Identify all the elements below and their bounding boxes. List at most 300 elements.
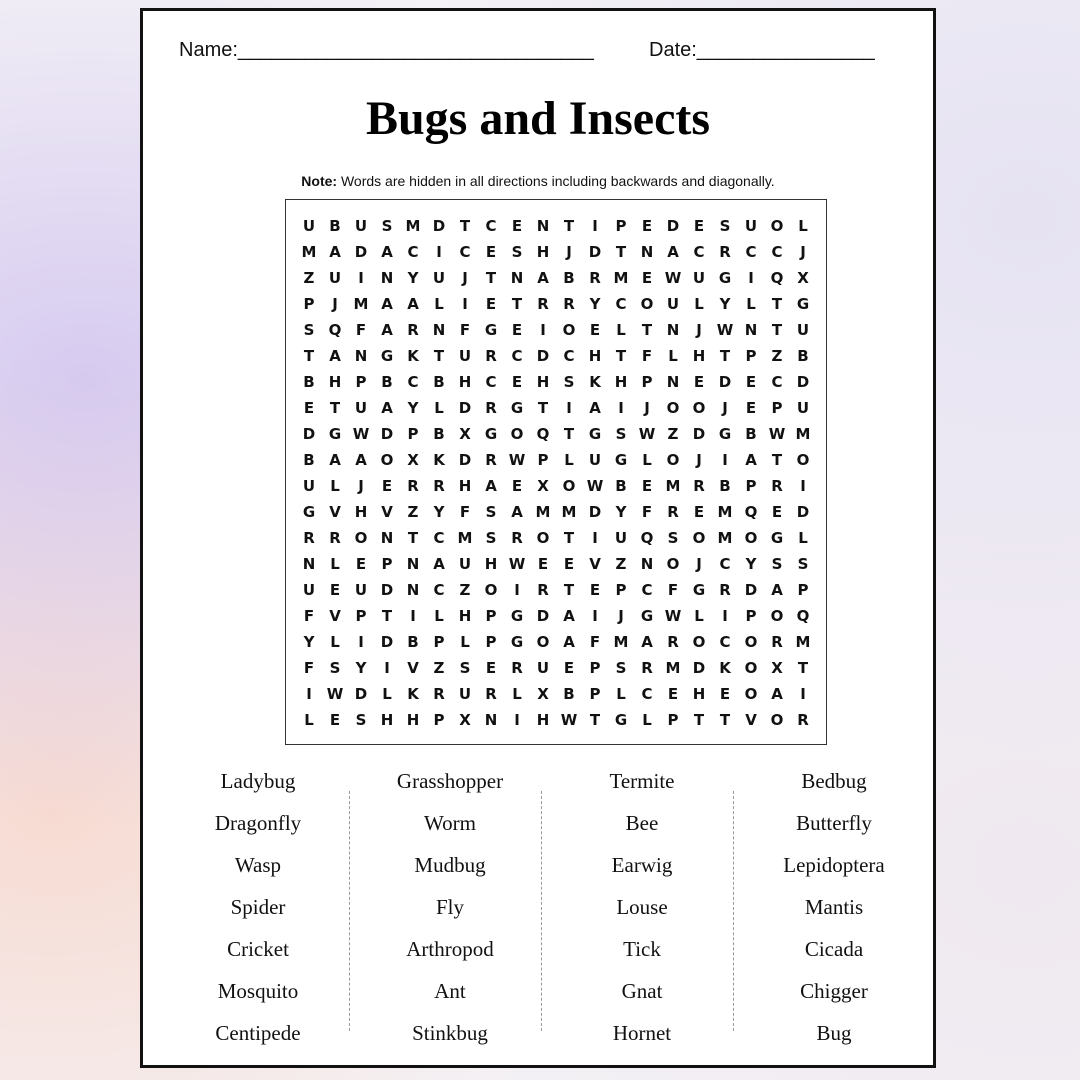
grid-letter[interactable]: T [771,321,783,339]
grid-letter[interactable]: X [537,685,549,703]
grid-letter[interactable]: U [354,581,368,599]
grid-letter[interactable]: T [771,451,783,469]
grid-letter[interactable]: O [666,399,680,417]
grid-letter[interactable]: D [744,581,758,599]
grid-letter[interactable]: P [641,373,653,391]
grid-letter[interactable]: E [485,295,497,313]
grid-letter[interactable]: D [588,243,602,261]
grid-letter[interactable]: I [800,477,806,495]
grid-letter[interactable]: C [485,217,497,235]
grid-letter[interactable]: E [485,659,497,677]
grid-letter[interactable]: O [380,451,394,469]
grid-letter[interactable]: N [380,529,394,547]
grid-letter[interactable]: H [536,243,550,261]
grid-letter[interactable]: Y [355,659,367,677]
grid-letter[interactable]: L [642,711,652,729]
grid-letter[interactable]: O [770,711,784,729]
grid-letter[interactable]: I [592,529,598,547]
grid-letter[interactable]: M [405,217,421,235]
grid-letter[interactable]: I [800,685,806,703]
grid-letter[interactable]: F [303,607,315,625]
grid-letter[interactable]: O [484,581,498,599]
grid-letter[interactable]: B [563,269,575,287]
grid-letter[interactable]: T [485,269,497,287]
grid-letter[interactable]: E [511,373,523,391]
grid-letter[interactable]: H [692,685,706,703]
grid-letter[interactable]: Z [407,503,419,521]
grid-letter[interactable]: H [614,373,628,391]
grid-letter[interactable]: R [407,321,419,339]
grid-letter[interactable]: J [332,295,338,313]
grid-letter[interactable]: E [641,477,653,495]
grid-letter[interactable]: W [326,685,344,703]
grid-letter[interactable]: O [692,633,706,651]
grid-letter[interactable]: S [615,659,627,677]
grid-letter[interactable]: H [406,711,420,729]
grid-letter[interactable]: R [719,581,731,599]
grid-letter[interactable]: G [510,633,524,651]
grid-letter[interactable]: J [800,243,806,261]
grid-letter[interactable]: S [303,321,315,339]
grid-letter[interactable]: D [380,425,394,443]
grid-letter[interactable]: M [353,295,369,313]
grid-letter[interactable]: R [667,503,679,521]
grid-letter[interactable]: F [459,503,471,521]
grid-letter[interactable]: U [744,217,758,235]
grid-letter[interactable]: Q [328,321,342,339]
grid-letter[interactable]: H [588,347,602,365]
grid-letter[interactable]: R [485,399,497,417]
grid-letter[interactable]: I [592,607,598,625]
grid-letter[interactable]: L [746,295,756,313]
grid-letter[interactable]: S [615,425,627,443]
grid-letter[interactable]: R [797,711,809,729]
grid-letter[interactable]: E [563,555,575,573]
grid-letter[interactable]: Y [745,555,757,573]
grid-letter[interactable]: E [641,217,653,235]
grid-letter[interactable]: Y [303,633,315,651]
grid-letter[interactable]: A [381,295,393,313]
grid-letter[interactable]: T [641,321,653,339]
grid-letter[interactable]: U [328,269,342,287]
grid-letter[interactable]: L [668,347,678,365]
grid-letter[interactable]: W [768,425,786,443]
grid-letter[interactable]: F [641,347,653,365]
grid-letter[interactable]: U [458,347,472,365]
grid-letter[interactable]: J [722,399,728,417]
grid-letter[interactable]: N [744,321,758,339]
grid-letter[interactable]: U [432,269,446,287]
grid-letter[interactable]: D [380,581,394,599]
grid-letter[interactable]: E [745,373,757,391]
grid-letter[interactable]: F [303,659,315,677]
grid-letter[interactable]: I [748,269,754,287]
grid-letter[interactable]: K [719,659,731,677]
grid-letter[interactable]: J [462,269,468,287]
grid-letter[interactable]: T [589,711,601,729]
grid-letter[interactable]: X [407,451,419,469]
grid-letter[interactable]: D [432,217,446,235]
grid-letter[interactable]: U [458,685,472,703]
grid-letter[interactable]: V [745,711,757,729]
grid-letter[interactable]: V [407,659,419,677]
grid-letter[interactable]: M [717,529,733,547]
grid-letter[interactable]: O [796,451,810,469]
grid-letter[interactable]: L [330,633,340,651]
grid-letter[interactable]: L [616,685,626,703]
grid-letter[interactable]: C [485,373,497,391]
grid-letter[interactable]: B [433,425,445,443]
grid-letter[interactable]: Y [615,503,627,521]
grid-letter[interactable]: M [795,633,811,651]
grid-letter[interactable]: R [667,633,679,651]
grid-letter[interactable]: E [303,399,315,417]
grid-letter[interactable]: J [696,555,702,573]
grid-letter[interactable]: A [433,555,445,573]
grid-letter[interactable]: V [329,607,341,625]
grid-letter[interactable]: O [640,295,654,313]
grid-letter[interactable]: T [511,295,523,313]
grid-letter[interactable]: O [666,555,680,573]
grid-letter[interactable]: A [589,399,601,417]
grid-letter[interactable]: P [355,607,367,625]
grid-letter[interactable]: O [536,529,550,547]
grid-letter[interactable]: O [744,685,758,703]
grid-letter[interactable]: N [302,555,316,573]
grid-letter[interactable]: F [355,321,367,339]
grid-letter[interactable]: Z [615,555,627,573]
grid-letter[interactable]: N [380,269,394,287]
grid-letter[interactable]: P [433,633,445,651]
grid-letter[interactable]: T [303,347,315,365]
grid-letter[interactable]: W [664,269,682,287]
grid-letter[interactable]: L [460,633,470,651]
grid-letter[interactable]: C [511,347,523,365]
grid-letter[interactable]: D [692,425,706,443]
grid-letter[interactable]: T [719,711,731,729]
grid-letter[interactable]: R [433,477,445,495]
grid-letter[interactable]: O [510,425,524,443]
grid-letter[interactable]: L [564,451,574,469]
grid-letter[interactable]: G [328,425,342,443]
grid-letter[interactable]: B [563,685,575,703]
grid-letter[interactable]: X [797,269,809,287]
grid-letter[interactable]: S [719,217,731,235]
grid-letter[interactable]: T [615,243,627,261]
grid-letter[interactable]: G [614,711,628,729]
grid-letter[interactable]: G [718,425,732,443]
grid-letter[interactable]: Y [407,269,419,287]
grid-letter[interactable]: M [457,529,473,547]
grid-letter[interactable]: N [510,269,524,287]
grid-letter[interactable]: G [484,321,498,339]
grid-letter[interactable]: A [381,321,393,339]
grid-letter[interactable]: Z [667,425,679,443]
grid-letter[interactable]: H [458,607,472,625]
grid-letter[interactable]: P [355,373,367,391]
grid-letter[interactable]: S [459,659,471,677]
grid-letter[interactable]: R [433,685,445,703]
grid-letter[interactable]: P [745,347,757,365]
grid-letter[interactable]: J [696,321,702,339]
grid-letter[interactable]: D [666,217,680,235]
grid-letter[interactable]: J [618,607,624,625]
grid-letter[interactable]: L [434,607,444,625]
grid-letter[interactable]: C [641,581,653,599]
grid-letter[interactable]: G [380,347,394,365]
grid-letter[interactable]: C [693,243,705,261]
grid-letter[interactable]: J [696,451,702,469]
grid-letter[interactable]: T [329,399,341,417]
grid-letter[interactable]: E [719,685,731,703]
grid-letter[interactable]: I [540,321,546,339]
grid-letter[interactable]: H [536,373,550,391]
grid-letter[interactable]: D [354,685,368,703]
grid-letter[interactable]: I [306,685,312,703]
grid-letter[interactable]: K [407,685,419,703]
grid-letter[interactable]: W [560,711,578,729]
grid-letter[interactable]: C [615,295,627,313]
grid-letter[interactable]: Q [796,607,810,625]
grid-letter[interactable]: P [667,711,679,729]
grid-letter[interactable]: U [302,217,316,235]
grid-letter[interactable]: R [693,477,705,495]
grid-letter[interactable]: I [384,659,390,677]
grid-letter[interactable]: W [352,425,370,443]
grid-letter[interactable]: E [771,503,783,521]
grid-letter[interactable]: A [771,581,783,599]
grid-letter[interactable]: C [407,243,419,261]
grid-letter[interactable]: E [537,555,549,573]
grid-letter[interactable]: V [381,503,393,521]
grid-letter[interactable]: T [563,581,575,599]
grid-letter[interactable]: I [358,633,364,651]
grid-letter[interactable]: H [692,347,706,365]
grid-letter[interactable]: R [485,685,497,703]
grid-letter[interactable]: U [796,399,810,417]
grid-letter[interactable]: P [615,217,627,235]
grid-letter[interactable]: X [771,659,783,677]
grid-letter[interactable]: N [640,243,654,261]
grid-letter[interactable]: S [355,711,367,729]
grid-letter[interactable]: L [694,295,704,313]
grid-letter[interactable]: S [485,529,497,547]
grid-letter[interactable]: A [563,633,575,651]
grid-letter[interactable]: L [798,217,808,235]
grid-letter[interactable]: O [770,607,784,625]
grid-letter[interactable]: T [563,217,575,235]
grid-letter[interactable]: G [770,529,784,547]
grid-letter[interactable]: P [381,555,393,573]
grid-letter[interactable]: J [358,477,364,495]
grid-letter[interactable]: O [666,451,680,469]
grid-letter[interactable]: G [796,295,810,313]
grid-letter[interactable]: P [589,685,601,703]
grid-letter[interactable]: R [329,529,341,547]
name-field[interactable]: Name:________________________________ [179,39,594,61]
grid-letter[interactable]: I [436,243,442,261]
grid-letter[interactable]: R [719,243,731,261]
grid-letter[interactable]: G [302,503,316,521]
grid-letter[interactable]: Z [433,659,445,677]
grid-letter[interactable]: O [770,217,784,235]
grid-letter[interactable]: I [514,711,520,729]
grid-letter[interactable]: M [561,503,577,521]
grid-letter[interactable]: C [719,633,731,651]
grid-letter[interactable]: T [615,347,627,365]
grid-letter[interactable]: O [562,321,576,339]
grid-letter[interactable]: E [355,555,367,573]
grid-letter[interactable]: T [563,425,575,443]
grid-letter[interactable]: N [666,373,680,391]
grid-letter[interactable]: B [745,425,757,443]
grid-letter[interactable]: L [304,711,314,729]
grid-letter[interactable]: N [666,321,680,339]
grid-letter[interactable]: G [588,425,602,443]
grid-letter[interactable]: E [511,477,523,495]
grid-letter[interactable]: I [462,295,468,313]
grid-letter[interactable]: D [536,347,550,365]
grid-letter[interactable]: T [537,399,549,417]
grid-letter[interactable]: P [485,607,497,625]
grid-letter[interactable]: E [511,321,523,339]
grid-letter[interactable]: K [433,451,445,469]
grid-letter[interactable]: Y [719,295,731,313]
grid-letter[interactable]: I [358,269,364,287]
grid-letter[interactable]: Y [407,399,419,417]
grid-letter[interactable]: U [302,581,316,599]
grid-letter[interactable]: U [354,217,368,235]
grid-letter[interactable]: P [745,477,757,495]
grid-letter[interactable]: G [614,451,628,469]
grid-letter[interactable]: S [771,555,783,573]
grid-letter[interactable]: L [382,685,392,703]
grid-letter[interactable]: L [798,529,808,547]
grid-letter[interactable]: R [303,529,315,547]
grid-letter[interactable]: F [459,321,471,339]
grid-letter[interactable]: A [511,503,523,521]
grid-letter[interactable]: K [589,373,601,391]
grid-letter[interactable]: Q [640,529,654,547]
grid-letter[interactable]: O [692,399,706,417]
grid-letter[interactable]: C [771,373,783,391]
grid-letter[interactable]: P [433,711,445,729]
grid-letter[interactable]: A [355,451,367,469]
grid-letter[interactable]: G [510,607,524,625]
grid-letter[interactable]: W [716,321,734,339]
grid-letter[interactable]: C [719,555,731,573]
grid-letter[interactable]: B [407,633,419,651]
grid-letter[interactable]: P [303,295,315,313]
grid-letter[interactable]: B [719,477,731,495]
grid-letter[interactable]: O [354,529,368,547]
grid-letter[interactable]: A [329,243,341,261]
grid-letter[interactable]: D [796,373,810,391]
grid-letter[interactable]: U [692,269,706,287]
grid-letter[interactable]: F [589,633,601,651]
grid-letter[interactable]: E [589,581,601,599]
grid-letter[interactable]: A [641,633,653,651]
grid-letter[interactable]: E [329,581,341,599]
grid-letter[interactable]: A [381,243,393,261]
grid-letter[interactable]: E [485,243,497,261]
grid-letter[interactable]: R [485,347,497,365]
grid-letter[interactable]: E [641,269,653,287]
grid-letter[interactable]: I [514,581,520,599]
grid-letter[interactable]: L [434,295,444,313]
grid-letter[interactable]: C [433,581,445,599]
grid-letter[interactable]: B [329,217,341,235]
grid-letter[interactable]: L [434,399,444,417]
grid-letter[interactable]: U [666,295,680,313]
grid-letter[interactable]: P [537,451,549,469]
grid-letter[interactable]: C [433,529,445,547]
grid-letter[interactable]: D [692,659,706,677]
grid-letter[interactable]: J [644,399,650,417]
grid-letter[interactable]: R [641,659,653,677]
grid-letter[interactable]: G [640,607,654,625]
grid-letter[interactable]: C [745,243,757,261]
grid-letter[interactable]: I [410,607,416,625]
grid-letter[interactable]: D [458,399,472,417]
grid-letter[interactable]: O [744,529,758,547]
grid-letter[interactable]: P [745,607,757,625]
grid-letter[interactable]: S [797,555,809,573]
grid-letter[interactable]: X [459,711,471,729]
grid-letter[interactable]: N [406,581,420,599]
grid-letter[interactable]: H [328,373,342,391]
grid-letter[interactable]: B [303,373,315,391]
grid-letter[interactable]: U [354,399,368,417]
grid-letter[interactable]: M [665,659,681,677]
grid-letter[interactable]: R [771,633,783,651]
grid-letter[interactable]: E [693,373,705,391]
grid-letter[interactable]: M [535,503,551,521]
grid-letter[interactable]: G [484,425,498,443]
grid-letter[interactable]: B [381,373,393,391]
grid-letter[interactable]: T [693,711,705,729]
grid-letter[interactable]: B [615,477,627,495]
grid-letter[interactable]: U [302,477,316,495]
grid-letter[interactable]: H [536,711,550,729]
grid-letter[interactable]: P [407,425,419,443]
grid-letter[interactable]: R [771,477,783,495]
grid-letter[interactable]: O [562,477,576,495]
grid-letter[interactable]: S [667,529,679,547]
grid-letter[interactable]: H [458,477,472,495]
grid-letter[interactable]: N [406,555,420,573]
grid-letter[interactable]: E [563,659,575,677]
grid-letter[interactable]: R [485,451,497,469]
grid-letter[interactable]: O [744,633,758,651]
grid-letter[interactable]: F [641,503,653,521]
grid-letter[interactable]: C [407,373,419,391]
grid-letter[interactable]: E [329,711,341,729]
grid-letter[interactable]: M [795,425,811,443]
grid-letter[interactable]: I [566,399,572,417]
grid-letter[interactable]: I [592,217,598,235]
grid-letter[interactable]: N [640,555,654,573]
grid-letter[interactable]: S [329,659,341,677]
grid-letter[interactable]: L [330,555,340,573]
grid-letter[interactable]: A [485,477,497,495]
grid-letter[interactable]: L [642,451,652,469]
grid-letter[interactable]: P [485,633,497,651]
grid-letter[interactable]: R [589,269,601,287]
grid-letter[interactable]: T [433,347,445,365]
grid-letter[interactable]: A [771,685,783,703]
grid-letter[interactable]: N [536,217,550,235]
